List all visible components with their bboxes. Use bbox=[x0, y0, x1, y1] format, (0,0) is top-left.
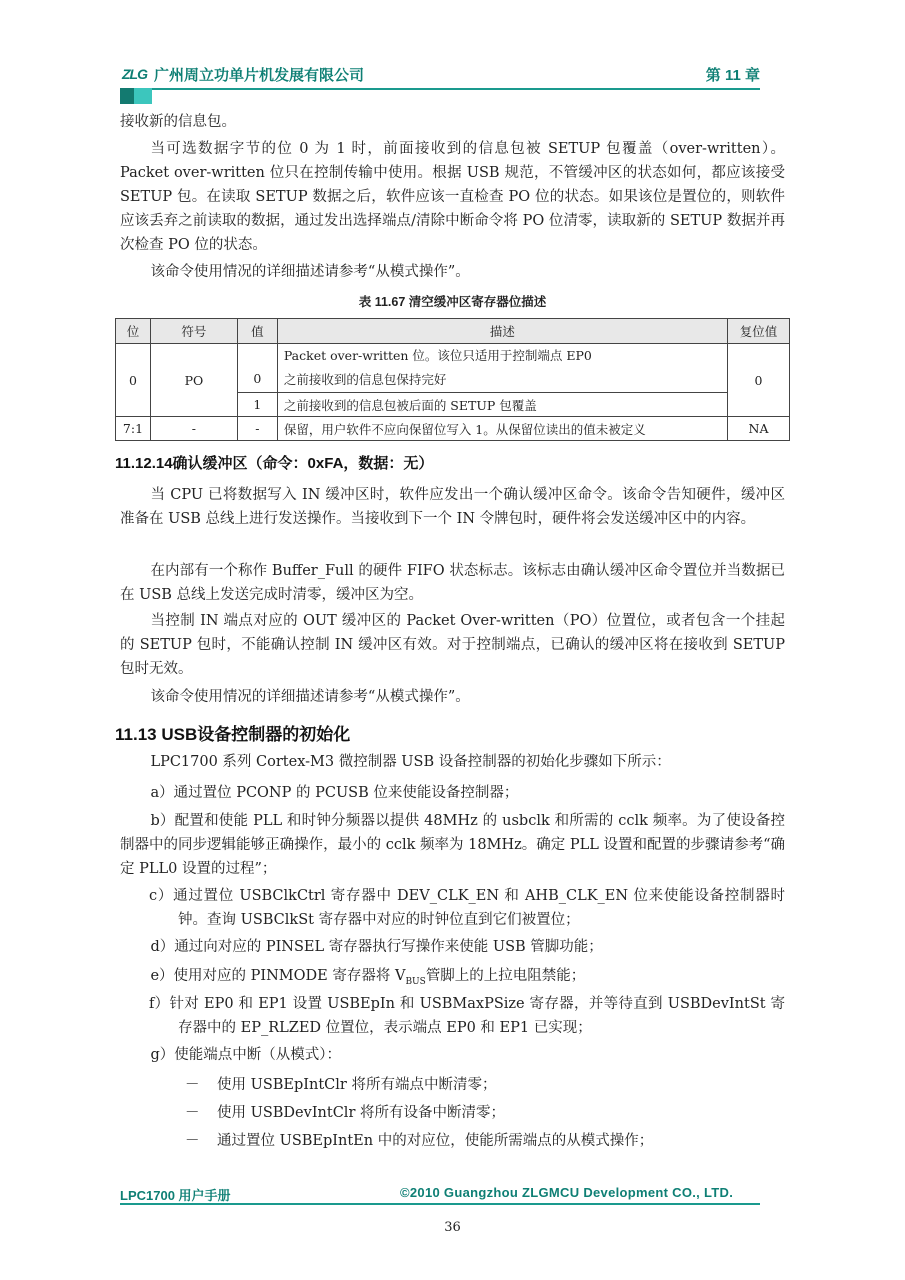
cell-symbol: - bbox=[150, 417, 237, 441]
list-item bbox=[120, 964, 785, 994]
dash-bullet: － bbox=[185, 1077, 200, 1093]
cell-desc: 之前接收到的信息包被后面的 SETUP 包覆盖 bbox=[277, 393, 727, 417]
footer-rule bbox=[120, 1203, 760, 1205]
list-item: f）针对 EP0 和 EP1 设置 USBEpIn 和 USBMaxPSize 寄存器，并等待直到 USBDevIntSt 寄存器中的 EP_RLZED 位置位，表示端点 EP0 和 EP1 已实现； bbox=[149, 996, 785, 1036]
desc-line: Packet over-written 位。该位只适用于控制端点 EP0 bbox=[283, 348, 592, 363]
header-decor-light bbox=[134, 88, 152, 104]
text: 使用 USBDevIntClr 将所有设备中断清零； bbox=[217, 1105, 505, 1121]
col-header: 位 bbox=[116, 319, 151, 344]
cell-bit: 0 bbox=[116, 344, 151, 417]
sub-list-item bbox=[185, 1129, 785, 1153]
paragraph: 该命令使用情况的详细描述请参考“从模式操作”。 bbox=[150, 689, 470, 705]
cell-value: - bbox=[237, 417, 277, 441]
sub-list-item bbox=[185, 1101, 785, 1125]
paragraph: 该命令使用情况的详细描述请参考“从模式操作”。 bbox=[150, 264, 470, 280]
cell-reset: NA bbox=[728, 417, 790, 441]
section-heading: 11.12.14确认缓冲区（命令：0xFA，数据：无） bbox=[115, 455, 434, 472]
text: 使用 USBEpIntClr 将所有端点中断清零； bbox=[217, 1077, 497, 1093]
cell-value: 0 bbox=[237, 344, 277, 393]
text: e）使用对应的 PINMODE 寄存器将 V bbox=[150, 968, 406, 984]
paragraph: 当控制 IN 端点对应的 OUT 缓冲区的 Packet Over-written（PO）位置位，或者包含一个挂起的 SETUP 包时，不能确认控制 IN 缓冲区有效。对于控制端点，已确认的缓冲区将在接收到 SETUP 包时无效。 bbox=[120, 613, 785, 677]
cell-bit: 7:1 bbox=[116, 417, 151, 441]
table-row bbox=[116, 417, 790, 441]
table-caption: 表 11.67 清空缓冲区寄存器位描述 bbox=[358, 295, 547, 309]
paragraph: 当 CPU 已将数据写入 IN 缓冲区时，软件应发出一个确认缓冲区命令。该命令告知硬件，缓冲区准备在 USB 总线上进行发送操作。当接收到下一个 IN 令牌包时，硬件将会发送缓冲区中的内容。 bbox=[120, 487, 785, 527]
paragraph: 在内部有一个称作 Buffer_Full 的硬件 FIFO 状态标志。该标志由确认缓冲区命令置位并当数据已在 USB 总线上发送完成时清零，缓冲区为空。 bbox=[120, 563, 785, 603]
list-item: a）通过置位 PCONP 的 PCUSB 位来使能设备控制器； bbox=[150, 785, 519, 801]
dash-bullet: － bbox=[185, 1133, 200, 1149]
text: 管脚上的上拉电阻禁能； bbox=[425, 968, 586, 984]
zlg-logo: ZLG bbox=[122, 66, 147, 82]
cell-value: 1 bbox=[237, 393, 277, 417]
chapter-label: 第 11 章 bbox=[705, 67, 760, 84]
footer-manual-title: LPC1700 用户手册 bbox=[120, 1188, 231, 1203]
dash-bullet: － bbox=[185, 1105, 200, 1121]
cell-symbol: PO bbox=[150, 344, 237, 417]
table-row bbox=[116, 344, 790, 393]
cell-desc: 保留，用户软件不应向保留位写入 1。从保留位读出的值未被定义 bbox=[277, 417, 727, 441]
register-table bbox=[115, 318, 790, 441]
cell-reset: 0 bbox=[728, 344, 790, 417]
page-number: 36 bbox=[444, 1220, 461, 1235]
text: 通过置位 USBEpIntEn 中的对应位，使能所需端点的从模式操作； bbox=[217, 1133, 654, 1149]
paragraph: 接收新的信息包。 bbox=[120, 114, 236, 130]
paragraph: 当可选数据字节的位 0 为 1 时，前面接收到的信息包被 SETUP 包覆盖（over-written）。Packet over-written 位只在控制传输中使用。根据 USB 规范，不管缓冲区的状态如何，都应该接受 SETUP 包。在读取 SETUP 数据之后，软件应该一直检查 PO 位的状态。如果该位是置位的，则软件应该丢弃之前读取的数据，通过发出选择端点/清除中断命令将 PO 位清零，读取新的 SETUP 数据并再次检查 PO 位的状态。 bbox=[120, 141, 785, 253]
footer-copyright: ©2010 Guangzhou ZLGMCU Development CO., LTD. bbox=[400, 1185, 734, 1200]
header-decor-dark bbox=[120, 88, 134, 104]
subscript: BUS bbox=[405, 976, 426, 987]
col-header: 值 bbox=[237, 319, 277, 344]
col-header: 描述 bbox=[277, 319, 727, 344]
col-header: 符号 bbox=[150, 319, 237, 344]
list-item: c）通过置位 USBClkCtrl 寄存器中 DEV_CLK_EN 和 AHB_CLK_EN 位来使能设备控制器时钟。查询 USBClkSt 寄存器中对应的时钟位直到它们被置位； bbox=[149, 888, 785, 928]
page-header bbox=[120, 64, 760, 88]
desc-line: 之前接收到的信息包保持完好 bbox=[283, 372, 447, 387]
list-item: b）配置和使能 PLL 和时钟分频器以提供 48MHz 的 usbclk 和所需的 cclk 频率。为了使设备控制器中的同步逻辑能够正确操作，最小的 cclk 频率为 18MHz。确定 PLL 设置和配置的步骤请参考“确定 PLL0 设置的过程”； bbox=[120, 813, 785, 877]
section-heading: 11.13 USB设备控制器的初始化 bbox=[115, 725, 351, 744]
cell-desc bbox=[277, 344, 727, 393]
col-header: 复位值 bbox=[728, 319, 790, 344]
table-header-row bbox=[116, 319, 790, 344]
paragraph: LPC1700 系列 Cortex-M3 微控制器 USB 设备控制器的初始化步骤如下所示： bbox=[150, 754, 671, 770]
list-item: g）使能端点中断（从模式）： bbox=[150, 1047, 341, 1063]
header-rule bbox=[120, 88, 760, 90]
sub-list-item bbox=[185, 1073, 785, 1097]
list-item: d）通过向对应的 PINSEL 寄存器执行写操作来使能 USB 管脚功能； bbox=[150, 939, 603, 955]
company-name: 广州周立功单片机发展有限公司 bbox=[154, 67, 365, 84]
